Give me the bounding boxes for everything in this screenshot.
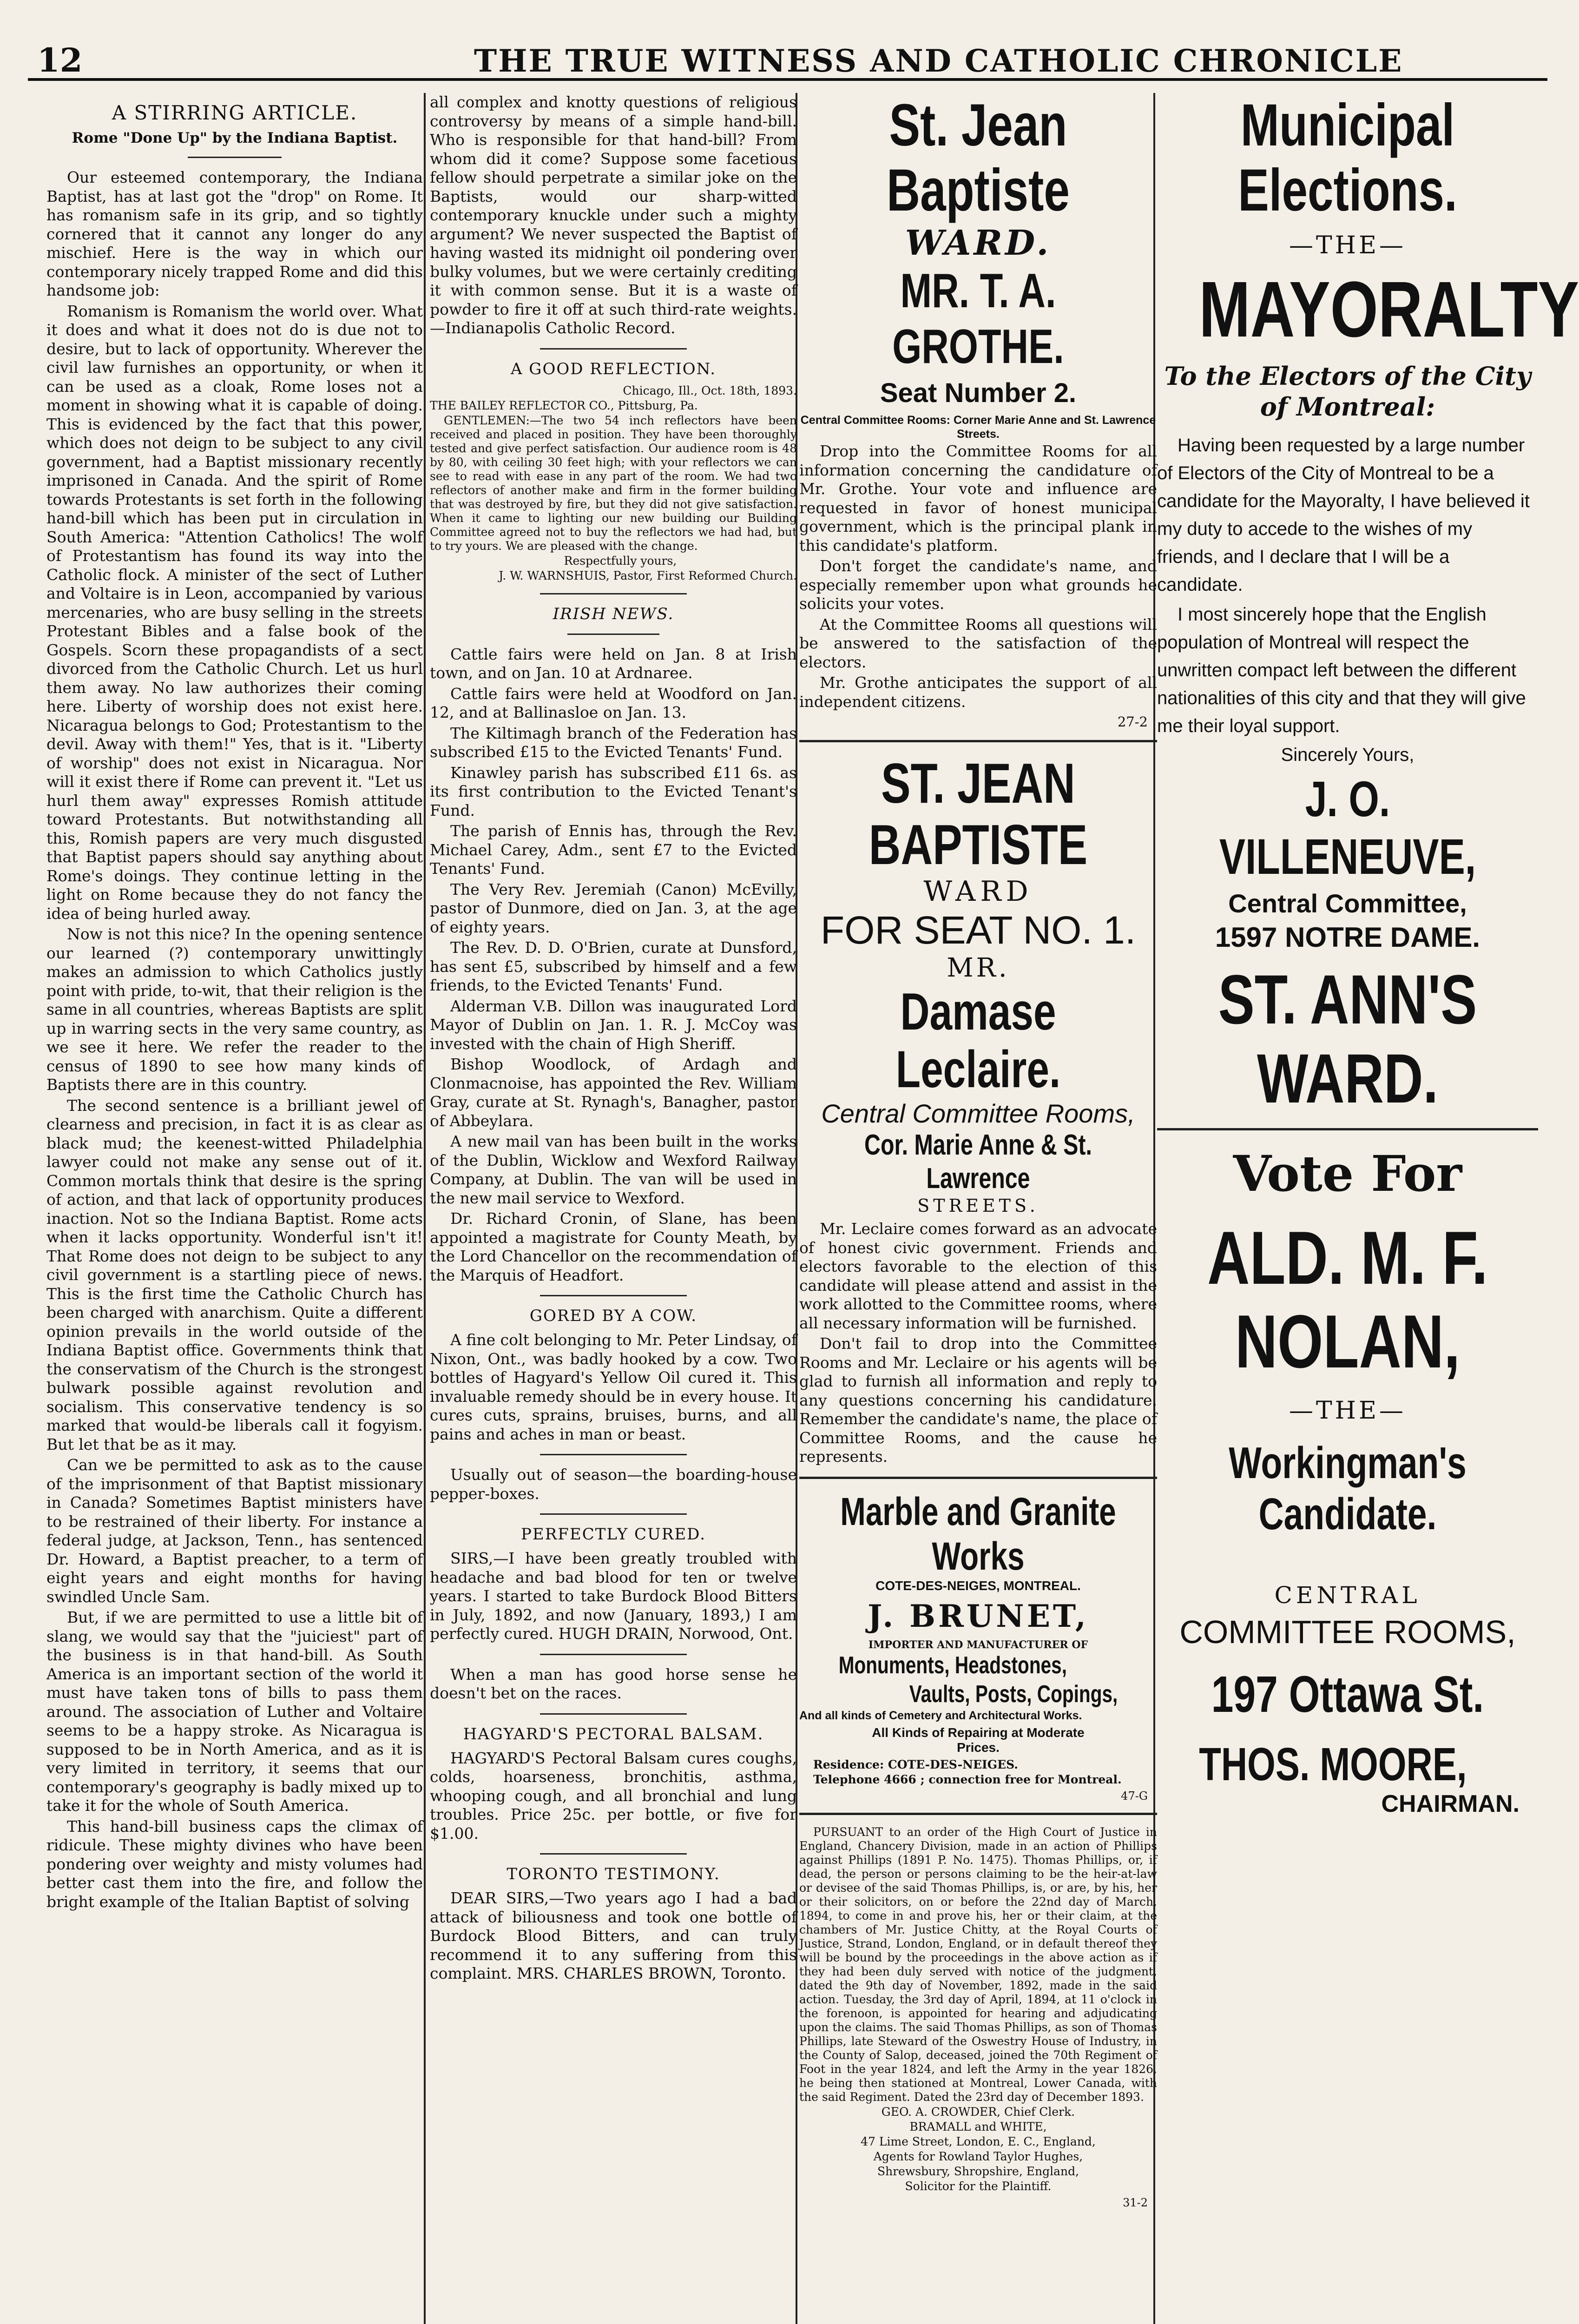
- ad-product-line: Monuments, Headstones,: [838, 1651, 1067, 1679]
- paragraph: Don't fail to drop into the Committee Rooms and Mr. Leclaire or his agents will be glad to furnish all information and reply to any questions concerning his candidature. Remember the candidate's name, the place of Committee Rooms, and the cause he represents.: [799, 1334, 1157, 1466]
- article-headline: A STIRRING ARTICLE.: [112, 101, 358, 124]
- ad-headline: St. Jean Baptiste: [887, 92, 1070, 224]
- committee-label: Central Committee,: [1228, 889, 1467, 918]
- ad-headline: Marble and Granite Works: [840, 1489, 1116, 1578]
- paragraph: Now is not this nice? In the opening sentence our learned (?) contemporary unwittingly makes an admission to which Catholics justly point with pride, to-wit, that their religion is the same in all countries, whereas Baptists are split up in warring sects in the very same country, as we see it here. We refer the reader to the census of 1890 to see how many kinds of Baptists there are in this country.: [46, 925, 423, 1094]
- letter-recipient: THE BAILEY REFLECTOR CO., Pittsburg, Pa.: [430, 398, 698, 412]
- divider: [540, 348, 687, 350]
- ad-headline: ST. ANN'S WARD.: [1218, 960, 1477, 1117]
- committee-rooms: Central Committee Rooms: Corner Marie Anne and St. Lawrence Streets.: [800, 414, 1156, 441]
- ad-line: Telephone 4666 ; connection free for Montreal.: [813, 1772, 1122, 1786]
- ad-code: 27-2: [1117, 714, 1148, 730]
- ad-subheadline: —THE—: [1289, 1397, 1406, 1425]
- news-item: The Kiltimagh branch of the Federation has subscribed £15 to the Evicted Tenants' Fund.: [430, 724, 797, 761]
- seat-line: FOR SEAT NO. 1.: [820, 908, 1136, 952]
- divider: [1157, 1128, 1538, 1130]
- masthead: [28, 22, 1547, 81]
- column-1: [46, 93, 423, 2324]
- paragraph: This hand-bill business caps the climax of ridicule. These mighty divines who have been pondering over weighty and misty volumes had better cast them into the fire, and follow the bright example of the Italian Baptist of solving: [46, 1817, 423, 1911]
- newspaper-title: THE TRUE WITNESS AND CATHOLIC CHRONICLE: [474, 43, 1403, 79]
- legal-signature: 47 Lime Street, London, E. C., England,: [861, 2134, 1096, 2148]
- news-item: Cattle fairs were held at Woodford on Jan. 12, and at Ballinasloe on Jan. 13.: [430, 684, 797, 721]
- news-item: The parish of Ennis has, through the Rev. Michael Carey, Adm., sent £7 to the Evicted Tenants' Fund.: [430, 822, 797, 878]
- legal-signature: GEO. A. CROWDER, Chief Clerk.: [881, 2105, 1075, 2119]
- paragraph: When a man has good horse sense he doesn't bet on the races.: [430, 1665, 797, 1702]
- ad-line: And all kinds of Cemetery and Architectural Works.: [799, 1709, 1082, 1722]
- section-heading: PERFECTLY CURED.: [521, 1525, 706, 1544]
- streets-label: STREETS.: [917, 1195, 1039, 1216]
- news-item: The Rev. D. D. O'Brien, curate at Dunsford, has sent £5, subscribed by himself and a few friends, to the Evicted Tenants' Fund.: [430, 938, 797, 994]
- column-4: [1157, 92, 1579, 2324]
- ad-line: Residence: COTE-DES-NEIGES.: [813, 1757, 1019, 1771]
- address-line: To the Electors of the City of Montreal:: [1164, 361, 1531, 422]
- section-heading: HAGYARD'S PECTORAL BALSAM.: [463, 1724, 764, 1743]
- divider: [540, 1454, 687, 1455]
- candidate-name: ALD. M. F. NOLAN,: [1207, 1216, 1488, 1384]
- section-heading: IRISH NEWS.: [553, 604, 674, 623]
- title-line: MR.: [947, 953, 1010, 983]
- paragraph: all complex and knotty questions of religious controversy by means of a simple hand-bill. Who is responsible for that hand-bill? From whom did it come? Suppose some facetious fellow should perpetrate a similar joke on the Baptists, would our sharp-witted contemporary knuckle under such a mighty argument? We never suspected the Baptist of having wasted its midnight oil pondering over bulky volumes, but we were certainly crediting it with common sense. But it is a waste of powder to fire it off at such third-rate weights.—Indianapolis Catholic Record.: [430, 93, 797, 337]
- paragraph: I most sincerely hope that the English population of Montreal will respect the unwritten compact left between the different nationalities of this city and that they will give me their loyal support.: [1157, 604, 1526, 736]
- ad-subheadline: WARD.: [905, 223, 1052, 263]
- letter-date: Chicago, Ill., Oct. 18th, 1893.: [623, 383, 797, 397]
- news-item: Dr. Richard Cronin, of Slane, has been appointed a magistrate for County Meath, by the Lord Chancellor on the recommendation of the Marquis of Headfort.: [430, 1209, 797, 1284]
- ad-subheadline: —THE—: [1289, 231, 1406, 259]
- column-2: [430, 93, 797, 2324]
- divider: [567, 634, 659, 635]
- news-item: Alderman V.B. Dillon was inaugurated Lord Mayor of Dublin on Jan. 1. R. J. McCoy was invested with the chain of High Sheriff.: [430, 997, 797, 1053]
- column-3: [799, 93, 1157, 2324]
- news-item: A new mail van has been built in the works of the Dublin, Wicklow and Wexford Railway Company, at Dublin. The van will be used in the new mail service to Wexford.: [430, 1132, 797, 1207]
- ad-headline: MAYORALTY: [1199, 265, 1579, 354]
- legal-signature: BRAMALL and WHITE,: [909, 2119, 1047, 2133]
- section-heading: A GOOD REFLECTION.: [510, 359, 717, 378]
- legal-notice: PURSUANT to an order of the High Court of Justice in England, Chancery Division, made in an action of Phillips against Phillips (1891 P. No. 1475). Thomas Phillips, or, if dead, the person or persons claiming to be the heir-at-law or devisee of the said Thomas Phillips, is, or are, by his, her or their solicitors, on or before the 22nd day of March, 1894, to come in and prove his, her or their claim, at the chambers of Mr. Justice Chitty, at the Royal Courts of Justice, Strand, London, England, or in default thereof they will be bound by the proceedings in the above action as if they had been duly served with notice of the judgment, dated the 9th day of November, 1892, made in the said action. Tuesday, the 3rd day of April, 1894, at 11 o'clock in the forenoon, is appointed for hearing and adjudicating upon the claims. The said Thomas Phillips, as son of Thomas Phillips, late Steward of the Oswestry House of Industry, in the County of Salop, deceased, joined the 70th Regiment of Foot in the year 1824, and left the Army in the year 1826, he being then stationed at Montreal, Lower Canada, with the said Regiment. Dated the 23rd day of December 1893.: [799, 1825, 1157, 2104]
- paragraph: Romanism is Romanism the world over. What it does and what it does not do is due not to desire, but to lack of opportunity. Wherever the civil law furnishes an opportunity, or when it can be used as a cloak, Rome loses not a moment in showing what it is capable of doing. This is evidenced by the fact that this power, which does not deign to be subject to any civil government, had a Baptist missionary recently imprisoned in Canada. And the spirit of Rome towards Protestants is set forth in the following hand-bill which has been put in circulation in South America: "Attention Catholics! The wolf of Protestantism has found its way into the Catholic flock. A minister of the sect of Luther and Voltaire is in Leon, accompanied by various mercenaries, who are busy selling in the streets Protestant Bibles and a false book of the Gospels. Scorn these propagandists of a sect divorced from the Catholic Church. Let us hurl them away. No law authorizes their coming here. Liberty of worship does not exist here. Nicaragua belongs to God; Protestantism to the devil. Away with them!" Yes, that is it. "Liberty of worship" does not exist in Nicaragua. Nor will it exist there if Rome can prevent it. "Let us hurl them away" expresses Romish attitude toward Protestants. But notwithstanding all this, Romish papers are very much disgusted that Baptist papers should say anything about Rome's doings. They continue letting in the light on Rome because they do not fancy the idea of being hurled away.: [46, 302, 423, 923]
- section-heading: TORONTO TESTIMONY.: [507, 1865, 720, 1883]
- paragraph: SIRS,—I have been greatly troubled with headache and bad blood for ten or twelve years. I started to take Burdock Blood Bitters in July, 1892, and now (January, 1893,) I am perfectly cured. HUGH DRAIN, Norwood, Ont.: [430, 1549, 797, 1643]
- ad-headline: Vote For: [1233, 1144, 1462, 1202]
- ad-subheadline: WARD: [923, 875, 1033, 908]
- paragraph: HAGYARD'S Pectoral Balsam cures coughs, colds, hoarseness, bronchitis, asthma, whooping cough, and all bronchial and lung troubles. Price 25c. per bottle, or five for $1.00.: [430, 1749, 797, 1842]
- letter-signature: J. W. WARNSHUIS, Pastor, First Reformed Church.: [499, 568, 797, 582]
- paragraph: The second sentence is a brilliant jewel of clearness and precision, in fact it is as clear as black mud; the keenest-witted Philadelphia lawyer could not make any sense out of it. Common mortals think that desire is the spring of action, and that lack of opportunity produces inaction. Not so the Indiana Baptist. Rome acts when it lacks opportunity. Wonderful isn't it! That Rome does not deign to be subject to any civil government is a startling piece of news. This is the first time the Catholic Church has been charged with anarchism. Quite a different opinion prevails in the world outside of the Indiana Baptist office. Governments think that the conservatism of the Church is the strongest bulwark possible against revolution and socialism. This conservative tendency is so marked that would-be liberals call it fogyism. But let that be as it may.: [46, 1096, 423, 1453]
- divider: [799, 1813, 1157, 1815]
- ad-tagline: IMPORTER AND MANUFACTURER OF: [868, 1638, 1088, 1651]
- paragraph: A fine colt belonging to Mr. Peter Lindsay, of Nixon, Ont., was badly hooked by a cow. Two bottles of Hagyard's Yellow Oil cured it. This invaluable remedy should be in every house. It cures cuts, sprains, bruises, burns, and all pains and aches in man or beast.: [430, 1331, 797, 1443]
- paragraph: Don't forget the candidate's name, and especially remember upon what grounds he solicits your votes.: [799, 557, 1157, 613]
- legal-signature: Agents for Rowland Taylor Hughes,: [873, 2149, 1083, 2163]
- divider: [188, 157, 282, 158]
- divider: [540, 593, 687, 594]
- news-item: Cattle fairs were held on Jan. 8 at Irish town, and on Jan. 10 at Ardnaree.: [430, 645, 797, 682]
- committee-rooms: Central Committee Rooms,: [821, 1099, 1135, 1128]
- ad-headline: Municipal Elections.: [1238, 92, 1457, 224]
- paragraph: At the Committee Rooms all questions will be answered to the satisfaction of the electors.: [799, 615, 1157, 671]
- paragraph: But, if we are permitted to use a little bit of slang, we would say that the "juiciest" part of the business is in that hand-bill. As South America is an important section of the world it must have taken tons of bills to pass them around. The association of Luther and Voltaire seems to be a happy stroke. As Nicaragua is supposed to be in North America, and as it is very limited in territory, it seems that our contemporary's geography is badly mixed up to take it for the whole of South America.: [46, 1608, 423, 1815]
- address-line: 197 Ottawa St.: [1211, 1666, 1484, 1723]
- letter-close: Sincerely Yours,: [1281, 745, 1415, 765]
- seat-number: Seat Number 2.: [880, 378, 1077, 408]
- page-number: 12: [37, 41, 83, 79]
- article-subhead: Rome "Done Up" by the Indiana Baptist.: [72, 130, 398, 146]
- ad-location: COTE-DES-NEIGES, MONTREAL.: [875, 1578, 1081, 1593]
- ad-line: All Kinds of Repairing at Moderate Prices.: [872, 1725, 1085, 1755]
- paragraph: Our esteemed contemporary, the Indiana Baptist, has at last got the "drop" on Rome. It has romanism safe in its grip, and so tightly cornered that it cannot any longer do any mischief. Here is the way in which our contemporary nicely trapped Rome and did this handsome job:: [46, 168, 423, 299]
- paragraph: Usually out of season—the boarding-house pepper-boxes.: [430, 1466, 797, 1503]
- divider: [799, 740, 1157, 742]
- paragraph: DEAR SIRS,—Two years ago I had a bad attack of biliousness and took one bottle of Burdock Blood Bitters, and can truly recommend it to any suffering from this complaint. MRS. CHARLES BROWN, Toronto.: [430, 1889, 797, 1982]
- ad-code: 31-2: [1123, 2196, 1148, 2209]
- ad-headline: ST. JEAN BAPTISTE: [868, 752, 1088, 876]
- paragraph: Drop into the Committee Rooms for all information concerning the candidature of Mr. Grothe. Your vote and influence are requested in favor of honest municipal government, which is the principal plank in this candidate's platform.: [799, 442, 1157, 555]
- divider: [540, 1295, 687, 1296]
- ad-product-line: Vaults, Posts, Copings,: [909, 1680, 1118, 1708]
- divider: [540, 1713, 687, 1715]
- committee-rooms: COMMITTEE ROOMS,: [1179, 1614, 1516, 1650]
- section-heading: GORED BY A COW.: [529, 1307, 697, 1325]
- column-divider: [424, 93, 426, 2324]
- address-line: Cor. Marie Anne & St. Lawrence: [864, 1129, 1092, 1195]
- ad-headline: Workingman's Candidate.: [1229, 1438, 1467, 1539]
- paragraph: Having been requested by a large number of Electors of the City of Montreal to be a candidate for the Mayoralty, I have believed it my duty to accede to the wishes of my friends, and I declare that I will be a candidate.: [1157, 435, 1530, 595]
- legal-signature: Solicitor for the Plaintiff.: [905, 2179, 1052, 2193]
- paragraph: Mr. Leclaire comes forward as an advocate of honest civic government. Friends and electors favorable to the election of this candidate will please attend and assist in the work allotted to the Committee rooms, where all necessary information will be furnished.: [799, 1220, 1157, 1332]
- divider: [540, 1513, 687, 1515]
- divider: [540, 1654, 687, 1655]
- ad-subheadline: CENTRAL: [1274, 1582, 1421, 1609]
- ad-code: 47-G: [1121, 1789, 1148, 1802]
- legal-signature: Shrewsbury, Shropshire, England,: [877, 2164, 1079, 2178]
- candidate-name: J. O. VILLENEUVE,: [1219, 771, 1476, 885]
- chairman-name: THOS. MOORE,: [1199, 1738, 1467, 1790]
- paragraph: Mr. Grothe anticipates the support of all independent citizens.: [799, 673, 1157, 711]
- divider: [799, 1477, 1157, 1479]
- letter-close: Respectfully yours,: [564, 554, 677, 568]
- paragraph: Can we be permitted to ask as to the cause of the imprisonment of that Baptist missionary in Canada? Sometimes Baptist ministers have to be restrained of their liberty. For instance a federal judge, at Jackson, Tenn., has sentenced Dr. Howard, a Baptist preacher, to a term of eight years and eight months for having swindled Uncle Sam.: [46, 1456, 423, 1606]
- news-item: Bishop Woodlock, of Ardagh and Clonmacnoise, has appointed the Rev. William Gray, curate at St. Rynagh's, Banagher, pastor of Abbeylara.: [430, 1055, 797, 1130]
- letter-body: GENTLEMEN:—The two 54 inch reflectors have been received and placed in position. They have been thoroughly tested and give perfect satisfaction. Our audience room is 48 by 80, with ceiling 30 feet high; with your reflectors we can see to read with ease in any part of the room. We had two reflectors of another make and firm in the former building that was destroyed by fire, but they did not give satisfaction. When it came to lighting our new building our Building Committee agreed not to buy the reflectors we had had, but to try yours. We are pleased with the change.: [430, 413, 797, 553]
- address-line: 1597 NOTRE DAME.: [1215, 922, 1480, 953]
- divider: [540, 1853, 687, 1855]
- candidate-name: Damase Leclaire.: [895, 983, 1061, 1098]
- news-item: The Very Rev. Jeremiah (Canon) McEvilly, pastor of Dunmore, died on Jan. 3, at the age of eighty years.: [430, 880, 797, 936]
- chairman-title: CHAIRMAN.: [1381, 1790, 1520, 1817]
- candidate-name: MR. T. A. GROTHE.: [892, 264, 1064, 374]
- proprietor-name: J. BRUNET,: [868, 1598, 1089, 1634]
- news-item: Kinawley parish has subscribed £11 6s. as its first contribution to the Evicted Tenant's Fund.: [430, 763, 797, 819]
